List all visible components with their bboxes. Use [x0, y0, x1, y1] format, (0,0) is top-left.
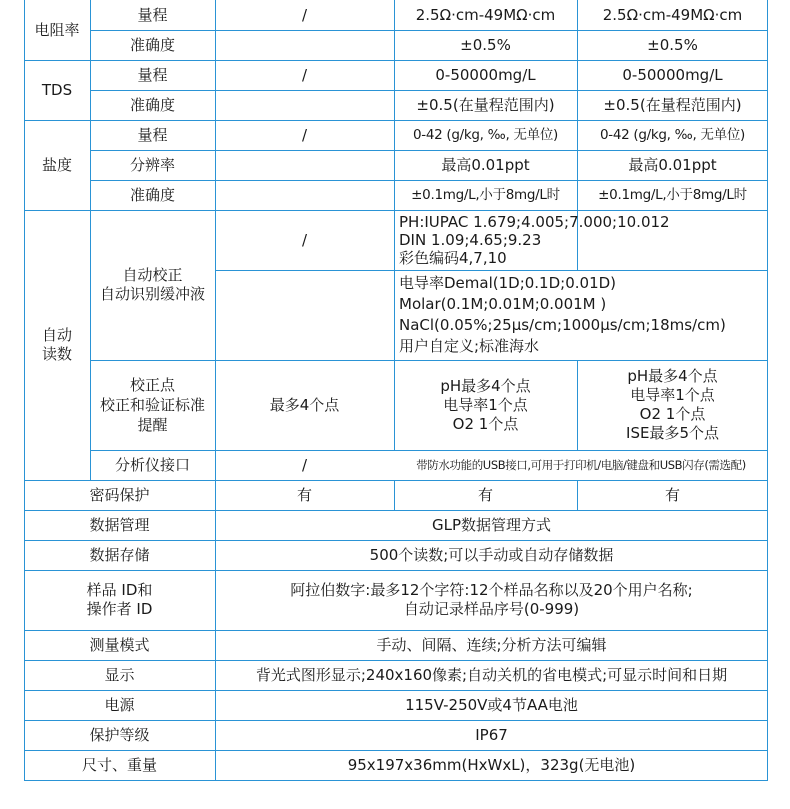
data-store-label: 数据存储	[89, 545, 150, 564]
group-auto-read-line1: 自动	[41, 326, 72, 344]
sample-id-label: 样品 ID和	[86, 581, 153, 599]
tds-accuracy-c2	[215, 90, 394, 120]
salinity-range-c3: 0-42 (g/kg, ‰, 无单位)	[412, 126, 559, 143]
points-label-line1: 校正点	[129, 376, 175, 394]
sample-id-value: 阿拉伯数字:最多12个字符:12个样品名称以及20个用户名称;	[290, 581, 693, 599]
resistivity-range-c2: /	[301, 5, 308, 24]
password-c4: 有	[664, 485, 680, 504]
points-c2: 最多4个点	[269, 395, 340, 414]
calib-label-line1: 自动校正	[122, 266, 183, 284]
resistivity-accuracy-label: 准确度	[129, 35, 175, 54]
calib-label-line2: 自动识别缓冲液	[99, 285, 205, 303]
salinity-accuracy-label: 准确度	[129, 185, 175, 204]
points-c4	[577, 360, 768, 450]
points-label-line3: 提醒	[137, 416, 168, 434]
measure-mode-label: 测量模式	[89, 635, 150, 654]
password-c3: 有	[477, 485, 493, 504]
calib-cond-buffers	[394, 270, 768, 360]
measure-mode-value: 手动、间隔、连续;分析方法可编辑	[376, 635, 607, 654]
password-label: 密码保护	[89, 485, 150, 504]
points-label	[90, 360, 215, 450]
salinity-resolution-c3: 最高0.01ppt	[441, 155, 530, 174]
resistivity-accuracy-c2	[215, 30, 394, 60]
points-c3-line: O2 1个点	[452, 414, 519, 433]
salinity-range-label: 量程	[137, 125, 168, 144]
tds-range-c2: /	[301, 65, 308, 84]
calib-cond-line: NaCl(0.05%;25μs/cm;1000μs/cm;18ms/cm)	[399, 316, 726, 334]
size-weight-value: 95x197x36mm(HxWxL)，323g(无电池)	[347, 755, 636, 774]
tds-accuracy-c3: ±0.5(在量程范围内)	[416, 95, 555, 114]
points-c4-line: 电导率1个点	[630, 386, 715, 404]
tds-range-c3: 0-50000mg/L	[435, 65, 536, 84]
group-tds: TDS	[41, 80, 73, 99]
resistivity-accuracy-c4: ±0.5%	[647, 35, 698, 54]
tds-range-label: 量程	[137, 65, 168, 84]
tds-accuracy-c4: ±0.5(在量程范围内)	[603, 95, 742, 114]
points-c4-line: O2 1个点	[639, 405, 706, 423]
spec-table	[24, 0, 768, 791]
protection-value: IP67	[475, 725, 508, 744]
salinity-accuracy-c2	[215, 180, 394, 210]
calib-ph-line: DIN 1.09;4.65;9.23	[399, 231, 542, 249]
interface-label: 分析仪接口	[114, 455, 190, 474]
salinity-range-c4: 0-42 (g/kg, ‰, 无单位)	[599, 126, 746, 143]
operator-id-value: 自动记录样品序号(0-999)	[403, 600, 580, 618]
data-mgmt-label: 数据管理	[89, 515, 150, 534]
calib-cond-line: 电导率Demal(1D;0.1D;0.01D)	[399, 274, 617, 292]
calib-cond-line: Molar(0.1M;0.01M;0.001M )	[399, 295, 607, 313]
interface-c2: /	[301, 455, 308, 474]
data-mgmt-value: GLP数据管理方式	[431, 515, 552, 534]
password-c2: 有	[296, 485, 312, 504]
operator-id-label: 操作者 ID	[86, 600, 153, 618]
display-value: 背光式图形显示;240x160像素;自动关机的省电模式;可显示时间和日期	[255, 665, 728, 684]
calib-ph-line: PH:IUPAC 1.679;4.005;7.000;10.012	[399, 213, 670, 231]
salinity-resolution-c2	[215, 150, 394, 180]
group-salinity: 盐度	[41, 155, 72, 174]
power-value: 115V-250V或4节AA电池	[405, 695, 578, 714]
salinity-range-c2: /	[301, 125, 308, 144]
group-auto-read	[24, 210, 90, 480]
tds-range-c4: 0-50000mg/L	[622, 65, 723, 84]
points-c3	[394, 360, 577, 450]
salinity-resolution-c4: 最高0.01ppt	[628, 155, 717, 174]
calib-ph-buffers	[394, 210, 768, 270]
calib-ph-line: 彩色编码4,7,10	[399, 249, 507, 267]
calib-ph-c2: /	[301, 230, 308, 249]
tds-accuracy-label: 准确度	[129, 95, 175, 114]
points-c4-line: pH最多4个点	[627, 367, 718, 385]
salinity-accuracy-c3: ±0.1mg/L,小于8mg/L时	[411, 186, 560, 203]
power-label: 电源	[104, 695, 135, 714]
calib-label	[90, 210, 215, 360]
data-store-value: 500个读数;可以手动或自动存储数据	[369, 545, 614, 564]
points-c3-line: 电导率1个点	[443, 395, 528, 414]
size-weight-label: 尺寸、重量	[81, 755, 157, 774]
salinity-accuracy-c4: ±0.1mg/L,小于8mg/L时	[598, 186, 747, 203]
protection-label: 保护等级	[89, 725, 150, 744]
resistivity-range-label: 量程	[137, 5, 168, 24]
resistivity-range-c4: 2.5Ω·cm-49MΩ·cm	[602, 5, 743, 24]
display-label: 显示	[104, 665, 135, 684]
calib-cond-line: 用户自定义;标准海水	[399, 337, 540, 355]
salinity-resolution-label: 分辨率	[129, 155, 175, 174]
points-c4-line: ISE最多5个点	[626, 424, 719, 442]
points-label-line2: 校正和验证标准	[99, 396, 205, 414]
group-resistivity: 电阻率	[34, 20, 80, 39]
resistivity-accuracy-c3: ±0.5%	[460, 35, 511, 54]
interface-c34: 带防水功能的USB接口,可用于打印机/电脑/键盘和USB闪存(需选配)	[416, 457, 746, 472]
resistivity-range-c3: 2.5Ω·cm-49MΩ·cm	[415, 5, 556, 24]
points-c3-line: pH最多4个点	[440, 376, 531, 395]
group-auto-read-line2: 读数	[41, 345, 72, 363]
calib-cond-c2	[215, 270, 394, 360]
